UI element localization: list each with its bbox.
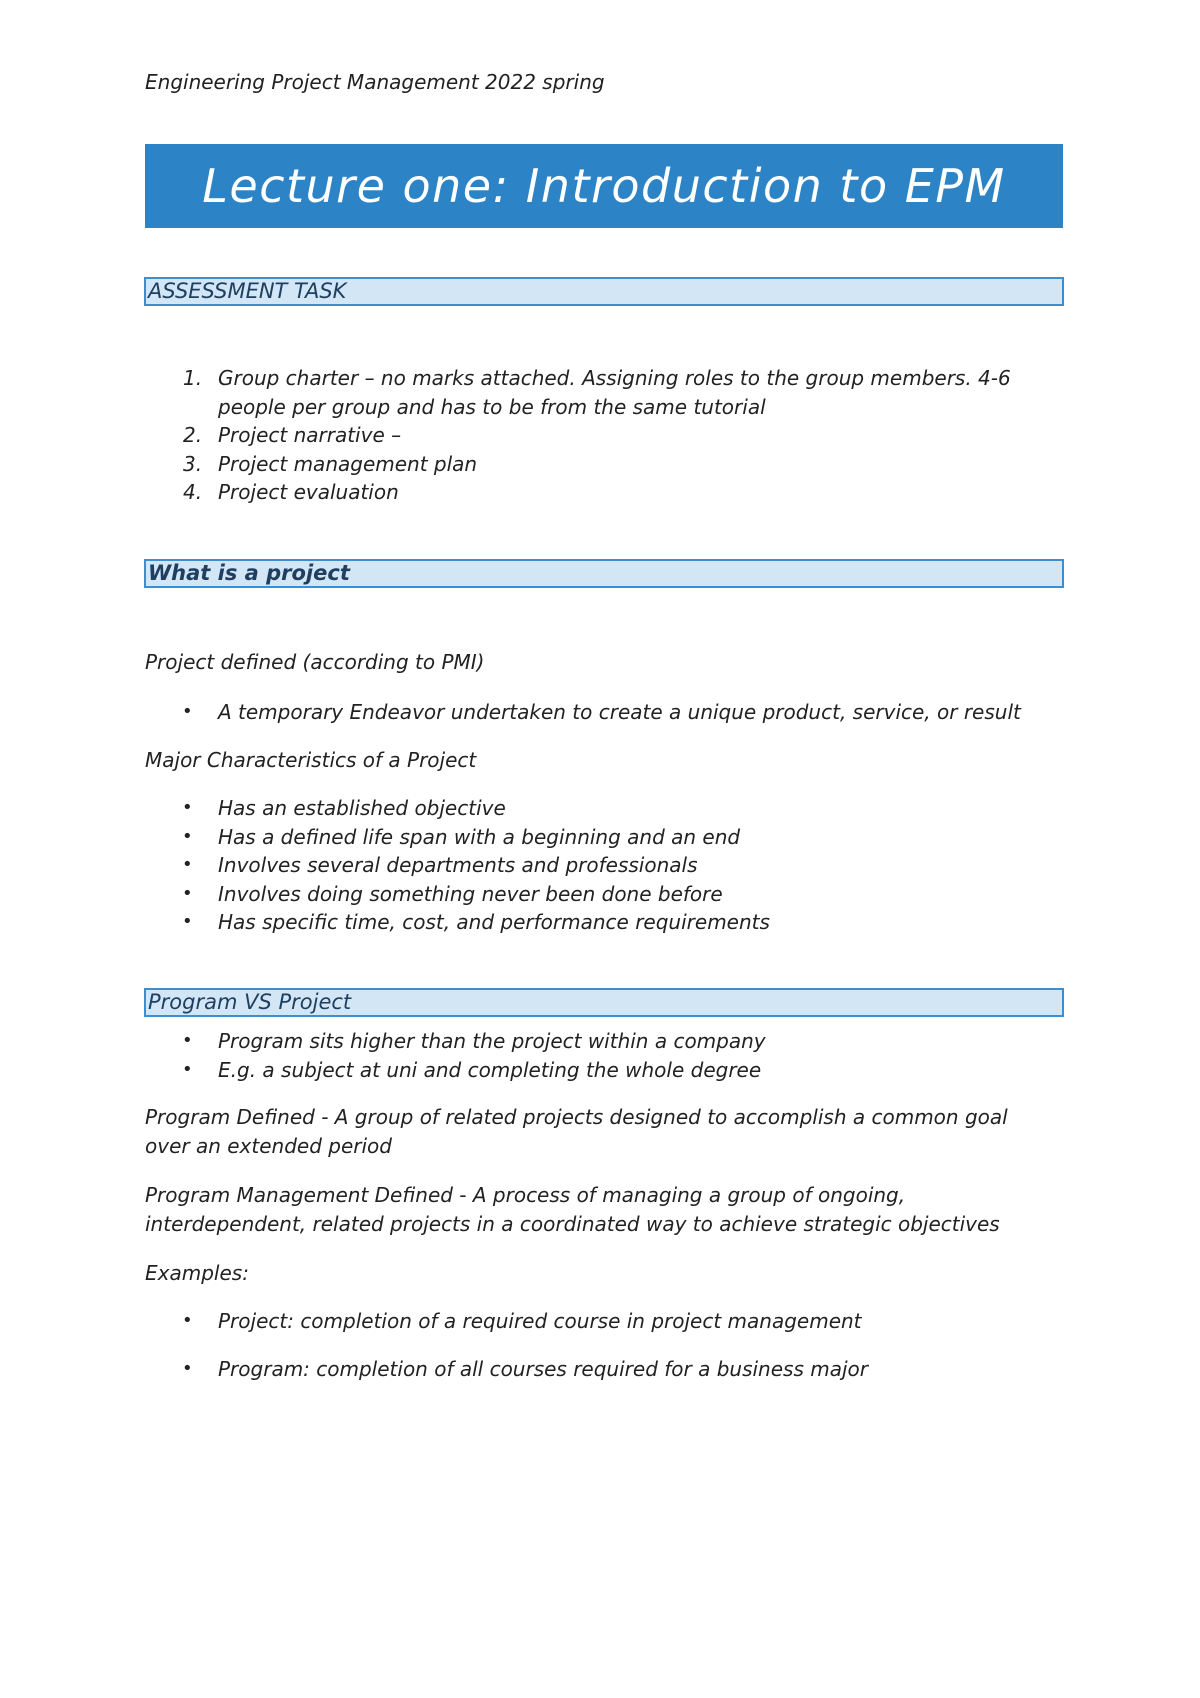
list-item	[145, 1355, 868, 1384]
section-heading-text: Program VS Project	[148, 990, 352, 1014]
list-number: 3.	[183, 451, 203, 476]
bullet-icon: •	[182, 1058, 193, 1080]
list-item	[145, 880, 770, 909]
list-item	[145, 794, 770, 823]
bullet-icon: •	[182, 911, 193, 932]
list-item-text-continued: people per group and has to be from the same tutorial	[218, 394, 766, 419]
list-item-text: Involves several departments and professionals	[218, 853, 698, 877]
characteristics-label: Major Characteristics of a Project	[145, 748, 477, 772]
list-item	[145, 823, 770, 852]
list-item-text: Project management plan	[218, 451, 478, 476]
paragraph-line: Program Management Defined - A process of managing a group of ongoing,	[145, 1183, 906, 1207]
list-item-text: Project: completion of a required course in project management	[218, 1309, 862, 1333]
list-item	[145, 450, 1011, 479]
section-heading-text: ASSESSMENT TASK	[148, 279, 347, 303]
paragraph-line: Program Defined - A group of related projects designed to accomplish a common goal	[145, 1105, 1008, 1129]
list-item	[145, 364, 1011, 421]
list-item-text: Project evaluation	[218, 480, 399, 504]
list-item	[145, 421, 1011, 450]
list-item-text: E.g. a subject at uni and completing the whole degree	[218, 1057, 762, 1082]
list-item	[145, 478, 1011, 507]
project-defined-list	[145, 698, 1021, 727]
bullet-icon: •	[182, 825, 193, 847]
program-vs-project-list	[145, 1027, 766, 1084]
list-item	[145, 851, 770, 880]
program-defined-paragraph	[145, 1103, 1008, 1161]
project-defined-label: Project defined (according to PMI)	[145, 650, 485, 674]
list-item	[145, 908, 770, 937]
list-number: 2.	[183, 423, 203, 447]
list-item-text: Has an established objective	[218, 796, 506, 820]
list-item-text: Has specific time, cost, and performance requirements	[218, 910, 770, 934]
list-item	[145, 1027, 766, 1056]
list-item-text: Project narrative –	[218, 423, 402, 447]
assessment-list	[145, 364, 1011, 507]
page-title: Lecture one: Introduction to EPM	[202, 159, 1006, 213]
examples-list-second	[145, 1355, 868, 1384]
list-number: 4.	[183, 480, 203, 504]
list-item-text: Program sits higher than the project within a company	[218, 1029, 766, 1053]
list-item-text: Group charter – no marks attached. Assigning roles to the group members. 4-6	[218, 366, 1011, 390]
bullet-icon: •	[182, 854, 193, 875]
list-item-text: Involves doing something never been done before	[218, 881, 723, 906]
paragraph-line: over an extended period	[145, 1134, 392, 1158]
list-number: 1.	[183, 366, 203, 390]
list-item	[145, 1056, 766, 1085]
bullet-icon: •	[182, 1310, 193, 1331]
bullet-icon: •	[182, 882, 193, 904]
section-program-vs-project-heading	[144, 988, 1064, 1017]
bullet-icon: •	[182, 1030, 193, 1051]
list-item	[145, 1307, 862, 1336]
section-heading-text: What is a project	[148, 561, 350, 585]
list-item	[145, 698, 1021, 727]
program-management-paragraph	[145, 1181, 1000, 1239]
list-item-text: Program: completion of all courses required for a business major	[218, 1357, 868, 1381]
bullet-icon: •	[182, 1358, 193, 1379]
list-item-text: Has a defined life span with a beginning and an end	[218, 824, 741, 849]
examples-label: Examples:	[145, 1261, 249, 1285]
bullet-icon: •	[182, 701, 193, 722]
list-item-text: A temporary Endeavor undertaken to create a unique product, service, or result	[218, 700, 1021, 724]
bullet-icon: •	[182, 797, 193, 818]
course-header: Engineering Project Management 2022 spring	[145, 70, 605, 94]
section-what-is-project-heading	[144, 559, 1064, 588]
characteristics-list	[145, 794, 770, 937]
paragraph-line: interdependent, related projects in a coordinated way to achieve strategic objectives	[145, 1212, 1000, 1236]
title-banner	[145, 144, 1063, 228]
section-assessment-heading	[144, 277, 1064, 306]
examples-list	[145, 1307, 862, 1336]
